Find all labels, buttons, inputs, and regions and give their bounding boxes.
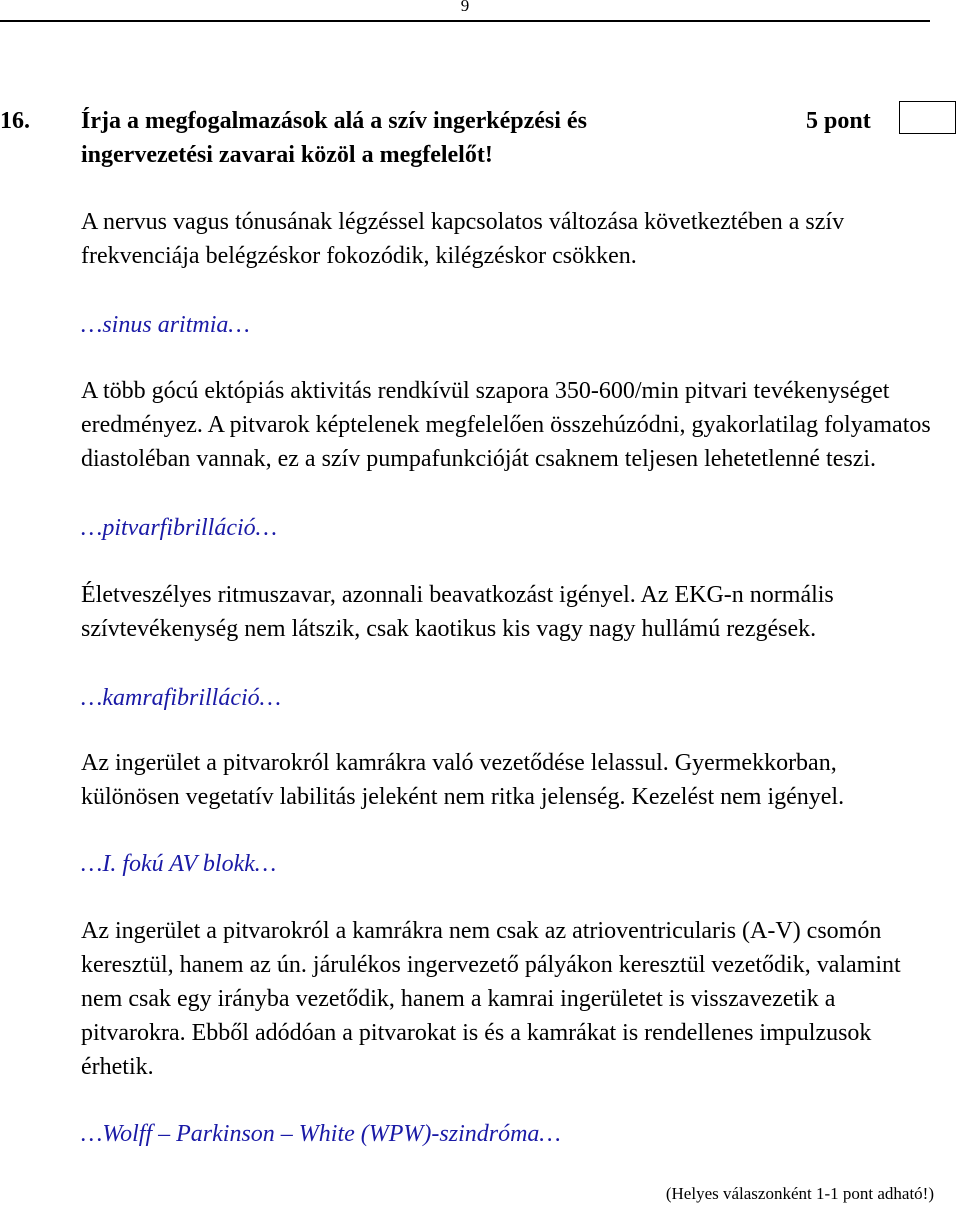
header-rule — [0, 20, 930, 22]
item-2-description: A több gócú ektópiás aktivitás rendkívül szapora 350-600/min pitvari tevékenységet eredményez. A pitvarok képtelenek megfelelően összehúzódni, gyakorlatilag folyamatos diastoléban vannak, ez a szív pumpafunkcióját csaknem teljesen lehetetlenné teszi. — [81, 378, 931, 472]
question-number: 16. — [0, 108, 30, 134]
item-1-description: A nervus vagus tónusának légzéssel kapcsolatos változása következtében a szív frekvenciája belégzéskor fokozódik, kilégzéskor csökken. — [81, 209, 845, 269]
page-number: 9 — [460, 0, 470, 15]
item-2-answer[interactable]: …pitvarfibrilláció… — [81, 515, 278, 541]
question-points: 5 pont — [806, 108, 871, 134]
item-5-answer[interactable]: …Wolff – Parkinson – White (WPW)-szindróma… — [81, 1121, 561, 1147]
item-3-description: Életveszélyes ritmuszavar, azonnali beavatkozást igényel. Az EKG-n normális szívtevékenység nem látszik, csak kaotikus kis vagy nagy hullámú rezgések. — [81, 582, 834, 642]
question-title: Írja a megfogalmazások alá a szív ingerképzési és ingervezetési zavarai közöl a megfelelőt! — [81, 108, 587, 168]
scoring-note: (Helyes válaszonként 1-1 pont adható!) — [665, 1184, 934, 1203]
item-1-answer[interactable]: …sinus aritmia… — [81, 312, 250, 338]
item-3-answer[interactable]: …kamrafibrilláció… — [81, 685, 282, 711]
score-box[interactable] — [899, 101, 956, 134]
item-4-description: Az ingerület a pitvarokról kamrákra való vezetődése lelassul. Gyermekkorban, különösen vegetatív labilitás jeleként nem ritka jelenség. Kezelést nem igényel. — [81, 750, 845, 810]
item-4-answer[interactable]: …I. fokú AV blokk… — [81, 851, 277, 877]
item-5-description: Az ingerület a pitvarokról a kamrákra nem csak az atrioventricularis (A-V) csomón keresztül, hanem az ún. járulékos ingervezető pályákon keresztül vezetődik, valamint nem csak egy irányba vezetődik, hanem a kamrai ingerületet is visszavezetik a pitvarokra. Ebből adódóan a pitvarokat is és a kamrákat is rendellenes impulzusok érhetik. — [81, 918, 901, 1080]
